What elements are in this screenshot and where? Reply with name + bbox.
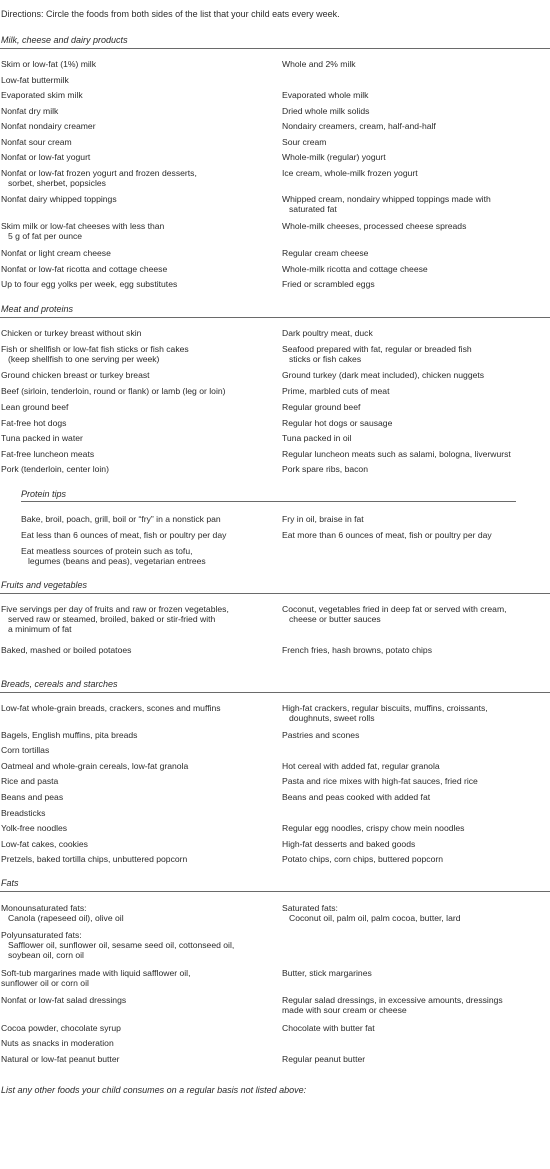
- lower-fat-choice[interactable]: [1, 839, 271, 849]
- lower-fat-choice[interactable]: [1, 137, 271, 147]
- food-text: Whole and 2% milk: [282, 59, 356, 69]
- food-text: Lean ground beef: [1, 402, 69, 412]
- food-text: Nonfat dry milk: [1, 106, 59, 116]
- higher-fat-choice[interactable]: [282, 703, 548, 723]
- food-text: Whole-milk cheeses, processed cheese spreads: [282, 221, 467, 231]
- food-text: Eat less than 6 ounces of meat, fish or poultry per day: [21, 530, 227, 540]
- lower-fat-choice[interactable]: [1, 776, 271, 786]
- food-text: Monounsaturated fats:: [1, 903, 87, 913]
- food-text: sticks or fish cakes: [289, 354, 362, 364]
- higher-fat-choice[interactable]: [282, 761, 548, 771]
- lower-fat-choice[interactable]: [1, 221, 271, 241]
- higher-fat-choice[interactable]: [282, 90, 548, 100]
- food-text: Breadsticks: [1, 808, 46, 818]
- food-text: Beef (sirloin, tenderloin, round or flank) or lamb (leg or loin): [1, 386, 226, 396]
- food-text: Fry in oil, braise in fat: [282, 514, 364, 524]
- directions-text: Directions: Circle the foods from both sides of the list that your child eats every week.: [1, 9, 340, 19]
- food-text: Nonfat or low-fat frozen yogurt and frozen desserts,: [1, 168, 197, 178]
- lower-fat-choice[interactable]: [1, 121, 271, 131]
- higher-fat-choice[interactable]: [282, 264, 548, 274]
- food-text: Nonfat or light cream cheese: [1, 248, 111, 258]
- higher-fat-choice[interactable]: [282, 530, 542, 540]
- higher-fat-choice[interactable]: [282, 402, 548, 412]
- food-text: Regular peanut butter: [282, 1054, 366, 1064]
- food-text: made with sour cream or cheese: [282, 1005, 407, 1015]
- food-text: Nuts as snacks in moderation: [1, 1038, 114, 1048]
- food-text: sunflower oil or corn oil: [1, 978, 89, 988]
- higher-fat-choice[interactable]: [282, 839, 548, 849]
- food-text: Natural or low-fat peanut butter: [1, 1054, 120, 1064]
- lower-fat-choice[interactable]: [1, 854, 271, 864]
- higher-fat-choice[interactable]: [282, 121, 548, 131]
- lower-fat-choice[interactable]: [1, 279, 271, 289]
- higher-fat-choice[interactable]: [282, 386, 548, 396]
- lower-fat-choice[interactable]: [1, 1023, 271, 1033]
- food-text: doughnuts, sweet rolls: [289, 713, 375, 723]
- lower-fat-choice[interactable]: [21, 530, 276, 540]
- higher-fat-choice[interactable]: [282, 823, 548, 833]
- higher-fat-choice[interactable]: [282, 344, 548, 364]
- section-fruits-and-vegetables: [0, 580, 550, 594]
- lower-fat-choice[interactable]: [1, 645, 271, 655]
- food-text: Nondairy creamers, cream, half-and-half: [282, 121, 436, 131]
- food-text: French fries, hash browns, potato chips: [282, 645, 432, 655]
- food-text: Safflower oil, sunflower oil, sesame seed oil, cottonseed oil,: [8, 940, 235, 950]
- food-text: Ground turkey (dark meat included), chicken nuggets: [282, 370, 485, 380]
- higher-fat-choice[interactable]: [282, 370, 548, 380]
- food-text: Oatmeal and whole-grain cereals, low-fat granola: [1, 761, 189, 771]
- food-text: Polyunsaturated fats:: [1, 930, 82, 940]
- higher-fat-choice[interactable]: [282, 328, 548, 338]
- food-text: Butter, stick margarines: [282, 968, 372, 978]
- higher-fat-choice[interactable]: [282, 106, 548, 116]
- food-text: Eat meatless sources of protein such as tofu,: [21, 546, 193, 556]
- food-text: Prime, marbled cuts of meat: [282, 386, 390, 396]
- food-text: Dried whole milk solids: [282, 106, 370, 116]
- food-text: cheese or butter sauces: [289, 614, 381, 624]
- food-text: Beans and peas cooked with added fat: [282, 792, 431, 802]
- higher-fat-choice[interactable]: [282, 776, 548, 786]
- food-text: Evaporated skim milk: [1, 90, 83, 100]
- lower-fat-choice[interactable]: [1, 808, 271, 818]
- higher-fat-choice[interactable]: [282, 464, 548, 474]
- section-divider: [0, 692, 550, 693]
- higher-fat-choice[interactable]: [282, 137, 548, 147]
- food-text: Ice cream, whole-milk frozen yogurt: [282, 168, 418, 178]
- lower-fat-choice[interactable]: [1, 248, 271, 258]
- lower-fat-choice[interactable]: [1, 449, 271, 459]
- food-text: a minimum of fat: [8, 624, 72, 634]
- lower-fat-choice[interactable]: [1, 386, 271, 396]
- food-text: saturated fat: [289, 204, 337, 214]
- higher-fat-choice[interactable]: [282, 279, 548, 289]
- lower-fat-choice[interactable]: [1, 168, 271, 188]
- food-text: Chicken or turkey breast without skin: [1, 328, 142, 338]
- food-text: Up to four egg yolks per week, egg substitutes: [1, 279, 178, 289]
- lower-fat-choice[interactable]: [21, 514, 276, 524]
- food-text: 5 g of fat per ounce: [8, 231, 83, 241]
- lower-fat-choice[interactable]: [1, 745, 271, 755]
- section-breads-cereals-and-starches: [0, 679, 550, 693]
- higher-fat-choice[interactable]: [282, 152, 548, 162]
- higher-fat-choice[interactable]: [282, 449, 548, 459]
- food-text: Potato chips, corn chips, buttered popcorn: [282, 854, 443, 864]
- higher-fat-choice[interactable]: [282, 792, 548, 802]
- lower-fat-choice[interactable]: [1, 604, 271, 634]
- lower-fat-choice[interactable]: [1, 730, 271, 740]
- higher-fat-choice[interactable]: [282, 433, 548, 443]
- food-text: Baked, mashed or boiled potatoes: [1, 645, 132, 655]
- food-text: Fat-free hot dogs: [1, 418, 67, 428]
- section-divider: [0, 891, 550, 892]
- food-text: soybean oil, corn oil: [8, 950, 84, 960]
- food-text: Saturated fats:: [282, 903, 338, 913]
- higher-fat-choice[interactable]: [282, 604, 548, 624]
- food-text: (keep shellfish to one serving per week): [8, 354, 160, 364]
- food-text: Skim milk or low-fat cheeses with less than: [1, 221, 165, 231]
- food-text: Bake, broil, poach, grill, boil or “fry” in a nonstick pan: [21, 514, 221, 524]
- lower-fat-choice[interactable]: [1, 328, 271, 338]
- food-text: Bagels, English muffins, pita breads: [1, 730, 138, 740]
- higher-fat-choice[interactable]: [282, 645, 548, 655]
- lower-fat-choice[interactable]: [1, 344, 271, 364]
- food-text: Whipped cream, nondairy whipped toppings made with: [282, 194, 491, 204]
- food-text: Whole-milk (regular) yogurt: [282, 152, 386, 162]
- food-text: Pretzels, baked tortilla chips, unbuttered popcorn: [1, 854, 188, 864]
- food-text: Regular salad dressings, in excessive amounts, dressings: [282, 995, 503, 1005]
- food-text: Pastries and scones: [282, 730, 360, 740]
- section-title-fats: Fats: [1, 878, 19, 888]
- food-text: High-fat crackers, regular biscuits, muffins, croissants,: [282, 703, 488, 713]
- higher-fat-choice[interactable]: [282, 1054, 548, 1064]
- food-text: Cocoa powder, chocolate syrup: [1, 1023, 121, 1033]
- food-text: High-fat desserts and baked goods: [282, 839, 416, 849]
- higher-fat-choice[interactable]: [282, 168, 548, 178]
- lower-fat-choice[interactable]: [1, 90, 271, 100]
- section-divider: [0, 593, 550, 594]
- lower-fat-choice[interactable]: [1, 106, 271, 116]
- lower-fat-choice[interactable]: [1, 792, 271, 802]
- higher-fat-choice[interactable]: [282, 968, 548, 978]
- section-divider: [21, 501, 516, 502]
- lower-fat-choice[interactable]: [1, 75, 271, 85]
- food-text: Fried or scrambled eggs: [282, 279, 375, 289]
- lower-fat-choice[interactable]: [1, 418, 271, 428]
- food-text: Whole-milk ricotta and cottage cheese: [282, 264, 428, 274]
- food-text: Corn tortillas: [1, 745, 50, 755]
- food-text: Canola (rapeseed oil), olive oil: [8, 913, 124, 923]
- food-text: Chocolate with butter fat: [282, 1023, 375, 1033]
- section-milk-cheese-and-dairy-products: [0, 35, 550, 49]
- lower-fat-choice[interactable]: [1, 59, 271, 69]
- food-text: Regular egg noodles, crispy chow mein noodles: [282, 823, 465, 833]
- food-text: Regular cream cheese: [282, 248, 369, 258]
- food-text: Nonfat dairy whipped toppings: [1, 194, 117, 204]
- food-text: Low-fat buttermilk: [1, 75, 69, 85]
- food-text: Skim or low-fat (1%) milk: [1, 59, 97, 69]
- food-text: Ground chicken breast or turkey breast: [1, 370, 150, 380]
- food-text: Nonfat nondairy creamer: [1, 121, 96, 131]
- higher-fat-choice[interactable]: [282, 854, 548, 864]
- food-text: Seafood prepared with fat, regular or breaded fish: [282, 344, 472, 354]
- footer-prompt: List any other foods your child consumes on a regular basis not listed above:: [1, 1085, 307, 1095]
- section-meat-and-proteins: [0, 304, 550, 318]
- higher-fat-choice[interactable]: [282, 194, 548, 214]
- higher-fat-choice[interactable]: [282, 248, 548, 258]
- section-divider: [0, 317, 550, 318]
- lower-fat-choice[interactable]: [1, 264, 271, 274]
- lower-fat-choice[interactable]: [1, 703, 271, 713]
- food-text: Pork (tenderloin, center loin): [1, 464, 109, 474]
- food-text: Nonfat or low-fat yogurt: [1, 152, 91, 162]
- food-text: Fat-free luncheon meats: [1, 449, 95, 459]
- food-text: Five servings per day of fruits and raw or frozen vegetables,: [1, 604, 229, 614]
- food-text: Sour cream: [282, 137, 327, 147]
- food-text: Beans and peas: [1, 792, 64, 802]
- higher-fat-choice[interactable]: [282, 221, 548, 231]
- food-text: Nonfat sour cream: [1, 137, 72, 147]
- higher-fat-choice[interactable]: [282, 995, 548, 1015]
- food-text: Eat more than 6 ounces of meat, fish or poultry per day: [282, 530, 492, 540]
- lower-fat-choice[interactable]: [1, 823, 271, 833]
- food-text: Hot cereal with added fat, regular granola: [282, 761, 440, 771]
- food-text: Pork spare ribs, bacon: [282, 464, 368, 474]
- section-title-protein-tips: Protein tips: [21, 489, 67, 499]
- food-text: Yolk-free noodles: [1, 823, 68, 833]
- lower-fat-choice[interactable]: [1, 1038, 271, 1048]
- food-text: sorbet, sherbet, popsicles: [8, 178, 106, 188]
- lower-fat-choice[interactable]: [1, 194, 271, 204]
- food-text: Coconut, vegetables fried in deep fat or served with cream,: [282, 604, 507, 614]
- section-title-milk-cheese-and-dairy-products: Milk, cheese and dairy products: [1, 35, 128, 45]
- lower-fat-choice[interactable]: [1, 402, 271, 412]
- food-text: Nonfat or low-fat salad dressings: [1, 995, 127, 1005]
- food-text: Regular luncheon meats such as salami, bologna, liverwurst: [282, 449, 511, 459]
- food-text: Tuna packed in oil: [282, 433, 352, 443]
- higher-fat-choice[interactable]: [282, 1023, 548, 1033]
- food-text: Tuna packed in water: [1, 433, 83, 443]
- lower-fat-choice[interactable]: [1, 433, 271, 443]
- lower-fat-choice[interactable]: [1, 903, 271, 923]
- food-text: Fish or shellfish or low-fat fish sticks or fish cakes: [1, 344, 189, 354]
- food-text: Dark poultry meat, duck: [282, 328, 373, 338]
- food-text: Low-fat cakes, cookies: [1, 839, 88, 849]
- section-title-breads-cereals-and-starches: Breads, cereals and starches: [1, 679, 118, 689]
- food-text: Evaporated whole milk: [282, 90, 369, 100]
- section-title-fruits-and-vegetables: Fruits and vegetables: [1, 580, 88, 590]
- higher-fat-choice[interactable]: [282, 903, 548, 923]
- food-text: Rice and pasta: [1, 776, 59, 786]
- food-text: Low-fat whole-grain breads, crackers, scones and muffins: [1, 703, 221, 713]
- lower-fat-choice[interactable]: [1, 370, 271, 380]
- food-text: Regular ground beef: [282, 402, 361, 412]
- food-text: Regular hot dogs or sausage: [282, 418, 393, 428]
- section-title-meat-and-proteins: Meat and proteins: [1, 304, 74, 314]
- food-text: legumes (beans and peas), vegetarian entrees: [28, 556, 206, 566]
- lower-fat-choice[interactable]: [1, 968, 271, 988]
- food-text: Soft-tub margarines made with liquid safflower oil,: [1, 968, 191, 978]
- lower-fat-choice[interactable]: [1, 464, 271, 474]
- lower-fat-choice[interactable]: [1, 1054, 271, 1064]
- lower-fat-choice[interactable]: [1, 152, 271, 162]
- higher-fat-choice[interactable]: [282, 59, 548, 69]
- food-text: Pasta and rice mixes with high-fat sauces, fried rice: [282, 776, 478, 786]
- higher-fat-choice[interactable]: [282, 514, 542, 524]
- section-divider: [0, 48, 550, 49]
- higher-fat-choice[interactable]: [282, 730, 548, 740]
- food-text: Coconut oil, palm oil, palm cocoa, butter, lard: [289, 913, 461, 923]
- section-fats: [0, 878, 550, 892]
- food-text: Nonfat or low-fat ricotta and cottage cheese: [1, 264, 168, 274]
- food-text: served raw or steamed, broiled, baked or stir-fried with: [8, 614, 216, 624]
- lower-fat-choice[interactable]: [21, 546, 276, 566]
- lower-fat-choice[interactable]: [1, 761, 271, 771]
- higher-fat-choice[interactable]: [282, 418, 548, 428]
- lower-fat-choice[interactable]: [1, 930, 271, 960]
- lower-fat-choice[interactable]: [1, 995, 271, 1005]
